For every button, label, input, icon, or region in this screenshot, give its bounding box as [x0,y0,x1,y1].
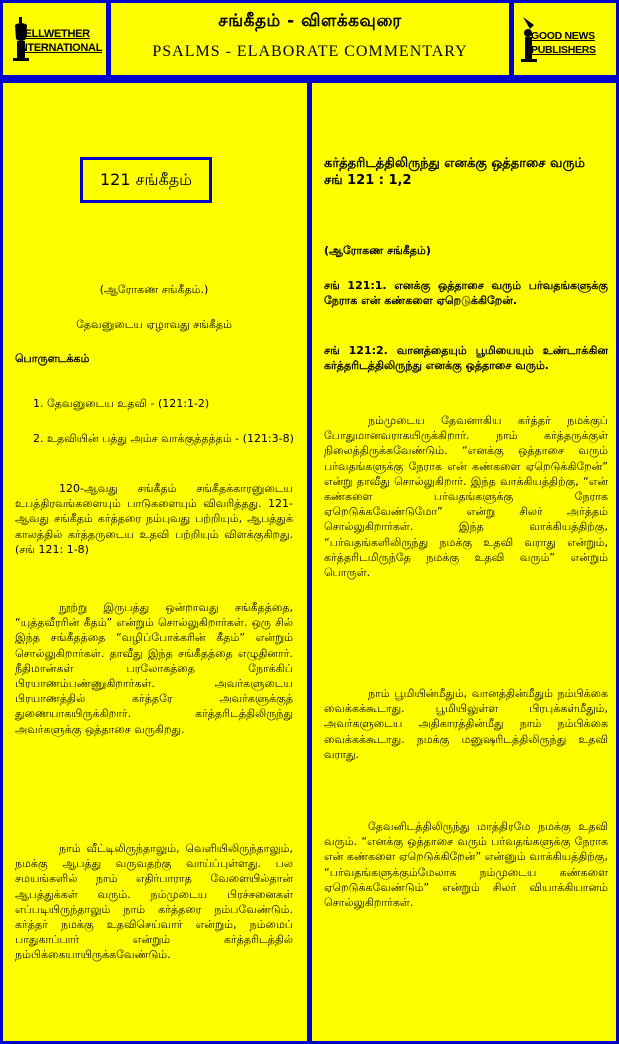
left-column [3,83,307,1041]
logo-left-line2: INTERNATIONAL [17,42,103,54]
good-news-logo [514,3,616,75]
left-column-frame [0,80,310,1044]
right-column-frame [309,80,619,1044]
right-paragraph-3: தேவனிடத்திலிருந்து மாத்திரமே நமக்கு உதவி வரும். “எனக்கு ஒத்தாசை வரும் பர்வதங்களுக்கு நேராக என் கண்களை ஏறெடுக்கிறேன்” என்னும் வாக்கியத்திற்கு, “பர்வதங்களுக்கும்மேலாக நம்முடைய கண்களை ஏறெடுக்கவேண்டும்” என்றும் சிலர் வியாக்கியானம் சொல்லுகிறார்கள். [324,820,608,910]
logo-right-line2: PUBLISHERS [531,44,596,56]
verse-121-1: சங் 121:1. எனக்கு ஒத்தாசை வரும் பர்வதங்களுக்கு நேராக என் கண்களை ஏறெடுக்கிறேன். [324,279,608,308]
subtitle-ascent: (ஆரோகண சங்கீதம்.) [99,283,209,296]
bellwether-logo [3,3,106,75]
title-tamil: சங்கீதம் - விளக்கவுரை [218,11,402,31]
subtitle-seventh: தேவனுடைய ஏழாவது சங்கீதம் [76,318,232,331]
contents-item-2: 2. உதவியின் பத்து அம்ச வாக்குத்தத்தம் - (121:3-8) [33,432,294,445]
left-paragraph-2: நூற்று இருபத்து ஒன்றாவது சங்கீதத்தை, “யுத்தவீரரின் கீதம்” என்றும் சொல்லுகிறார்கள். ஒரு சில் இந்த சங்கீதத்தை “வழிப்போக்கரின் கீதம்” என்றும் சொல்லுகிறார்கள். தாவீது இந்த சங்கீதத்தை எழுதினார். நீதிமான்கள் பரலோகத்தை நோக்கிப் பிரயாணம்பண்ணுகிறார்கள். அவர்களுடைய பிரயாணத்தில் கர்த்தரே அவர்களுக்குத் துணையாகயிருக்கிறார். கர்த்தரிடத்திலிருந்து அவர்களுக்கு ஒத்தாசை வருகிறது. [15,601,293,736]
section-subheading: (ஆரோகண சங்கீதம்) [324,244,431,257]
title-english: PSALMS - ELABORATE COMMENTARY [152,43,468,60]
section-heading: கர்த்தரிடத்திலிருந்து எனக்கு ஒத்தாசை வரும் சங் 121 : 1,2 [324,156,585,188]
left-paragraph-1: 120-ஆவது சங்கீதம் சங்கீதக்காரனுடைய உபத்திரவங்களையும் பாடுகளையும் விவரித்தது. 121-ஆவது சங்கீதம் கர்த்தரை நம்புவது பற்றியும், ஆபத்துக் காலத்தில் கர்த்தருடைய உதவி பற்றியும் விளக்குகிறது. (சங் 121: 1-8) [15,482,293,556]
title-box [111,3,509,75]
chapter-title: 121 சங்கீதம் [80,157,212,203]
contents-item-1: 1. தேவனுடைய உதவி - (121:1-2) [33,397,210,410]
contents-heading: பொருளடக்கம் [15,352,90,365]
verse-121-2: சங் 121:2. வானத்தையும் பூமியையும் உண்டாக்கின கர்த்தரிடத்திலிருந்து எனக்கு ஒத்தாசை வரும். [324,344,608,373]
logo-left-line1: BELLWETHER [17,28,90,40]
right-paragraph-2: நாம் பூமியின்மீதும், வானத்தின்மீதும் நம்பிக்கை வைக்கக்கூடாது. பூமியிலுள்ள பிரபுக்கள்மீதும், அவர்களுடைய அதிகாரத்தின்மீது நாம் நம்பிக்கை வைக்கக்கூடாது. நமக்கு மனுஷரிடத்திலிருந்து உதவி வராது. [324,687,608,761]
right-paragraph-1: நம்முடைய தேவனாகிய கர்த்தர் நமக்குப் போதுமானவராகயிருக்கிறார். நாம் கர்த்தருக்குள் நிலைத்திருக்கவேண்டும். “எனக்கு ஒத்தாசை வரும் பர்வதங்களுக்கு நேராக என் கண்களை ஏறெடுக்கிறேன்” என்று தாவீது சொல்லுகிறார். இந்த வாக்கியத்திற்கு, “என் கண்களை பர்வதங்களுக்கு நேராக ஏறெடுக்கவேண்டுமோ” என்று சிலர் அர்த்தம் சொல்லுகிறார்கள். இந்த வாக்கியத்திற்கு, “பர்வதங்களிலிருந்து நமக்கு உதவி வராது என்றும், கர்த்தரிடமிருந்தே நமக்கு உதவி வரும்” என்றும் பொருள். [324,414,608,580]
right-column [312,83,616,1041]
left-paragraph-3: நாம் வீட்டிலிருந்தாலும், வெளியிலிருந்தாலும், நமக்கு ஆபத்து வருவதற்கு வாய்ப்புள்ளது. பல சமயங்களில் நாம் எதிர்பாராத வேளையில்தான் ஆபத்துக்கள் வரும். நம்முடைய பிரச்சனைகள் எப்படியிருந்தாலும் நாம் கர்த்தரை நம்பவேண்டும். கர்த்தர் நமக்கு உதவிசெய்வார் என்றும், நம்மைப் பாதுகாப்பார் என்றும் கர்த்தரிடத்தில் நம்பிக்கையாயிருக்கவேண்டும். [15,842,293,962]
page-header [0,0,619,80]
logo-right-line1: GOOD NEWS [531,30,595,42]
